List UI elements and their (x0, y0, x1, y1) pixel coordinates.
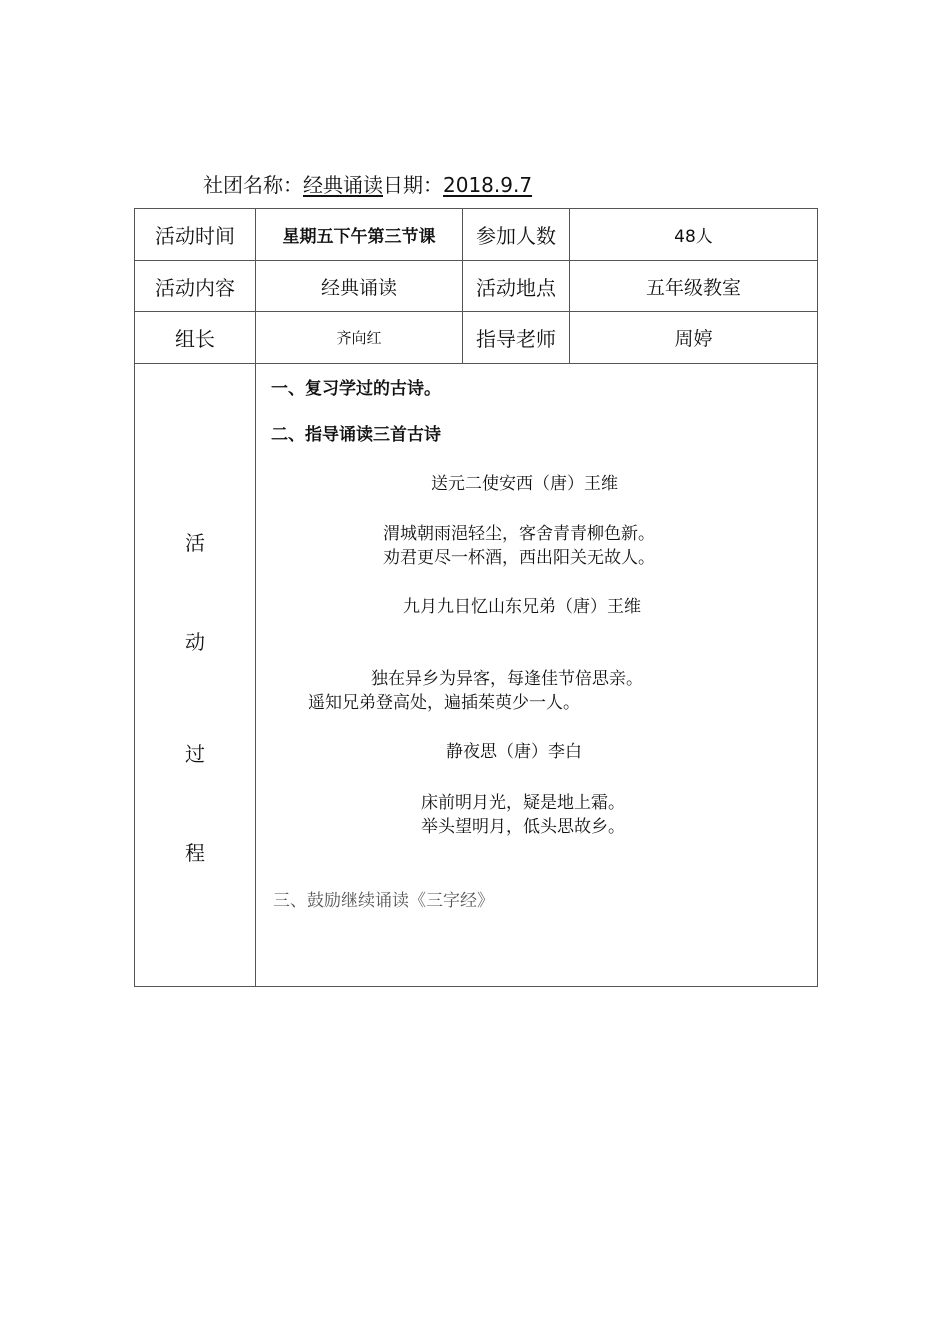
process-label-char: 活 (185, 531, 205, 555)
poem-3-line: 床前明月光，疑是地上霜。 (421, 793, 625, 813)
poem-1-line: 劝君更尽一杯酒，西出阳关无故人。 (383, 548, 655, 568)
process-label-cell (135, 364, 256, 987)
date-value: 2018.9.7 (443, 173, 533, 197)
poem-1-line: 渭城朝雨浥轻尘，客舍青青柳色新。 (383, 524, 655, 544)
date-label: 日期： (383, 173, 443, 197)
teacher-value: 周婷 (570, 312, 818, 364)
poem-1-title: 送元二使安西（唐）王维 (431, 474, 618, 494)
poem-2-title: 九月九日忆山东兄弟（唐）王维 (403, 597, 641, 617)
club-label: 社团名称： (203, 173, 303, 197)
club-name: 经典诵读 (303, 173, 383, 197)
table-row (135, 312, 818, 364)
content-label: 活动内容 (135, 261, 256, 312)
table-row (135, 209, 818, 261)
poem-3-title: 静夜思（唐）李白 (446, 742, 582, 762)
process-content-cell (256, 364, 818, 987)
time-label: 活动时间 (135, 209, 256, 261)
leader-value: 齐向红 (256, 312, 463, 364)
count-value: 48人 (570, 209, 818, 261)
count-label: 参加人数 (463, 209, 570, 261)
time-value: 星期五下午第三节课 (256, 209, 463, 261)
table-row (135, 261, 818, 312)
process-label-char: 过 (185, 742, 205, 766)
step-3: 三、鼓励继续诵读《三字经》 (273, 891, 494, 911)
activity-record-table (134, 208, 818, 987)
poem-2-line: 独在异乡为异客，每逢佳节倍思亲。 (371, 669, 643, 689)
poem-2-line: 遥知兄弟登高处，遍插茱萸少一人。 (308, 693, 580, 713)
process-label-char: 动 (185, 630, 205, 654)
leader-label: 组长 (135, 312, 256, 364)
content-value: 经典诵读 (256, 261, 463, 312)
place-value: 五年级教室 (570, 261, 818, 312)
table-row (135, 364, 818, 987)
process-label-char: 程 (185, 841, 205, 865)
step-1: 一、复习学过的古诗。 (271, 379, 441, 399)
form-header (203, 171, 532, 199)
place-label: 活动地点 (463, 261, 570, 312)
poem-3-line: 举头望明月，低头思故乡。 (421, 817, 625, 837)
teacher-label: 指导老师 (463, 312, 570, 364)
step-2: 二、指导诵读三首古诗 (271, 425, 441, 445)
